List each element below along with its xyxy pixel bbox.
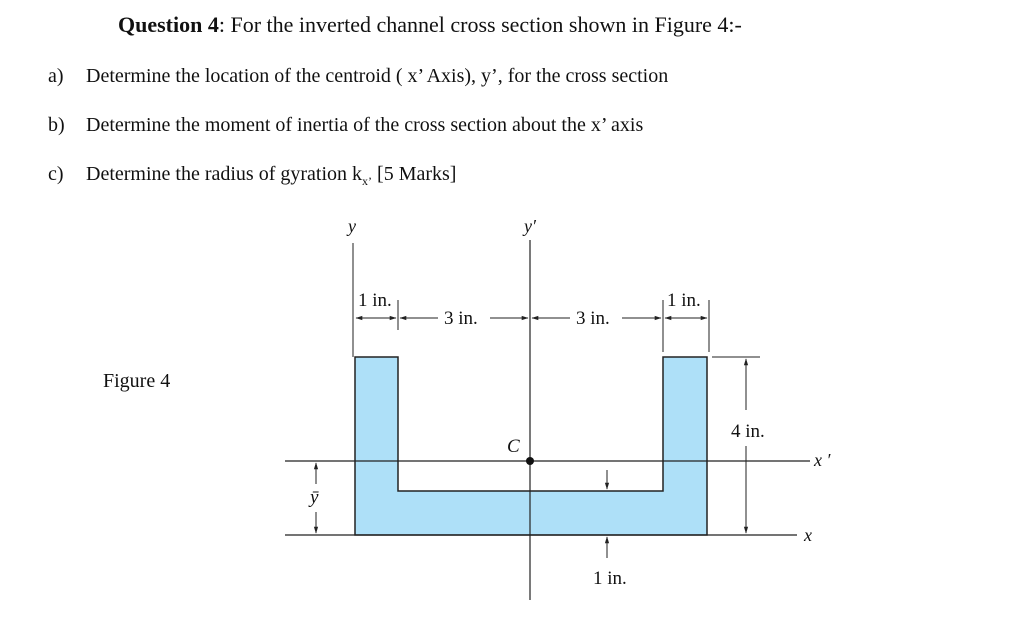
flange-right-width-label: 1 in. xyxy=(667,290,701,311)
x-axis-label: x xyxy=(804,525,812,545)
centroid-point xyxy=(526,457,534,465)
channel-shape xyxy=(355,357,707,535)
centroid-label: C xyxy=(507,436,520,457)
part-c-marks: [5 Marks] xyxy=(372,163,457,185)
inner-left-width-label: 3 in. xyxy=(444,308,478,329)
part-b-label: b) xyxy=(48,114,65,136)
part-a-text: Determine the location of the centroid ( x’ Axis), y’, for the cross section xyxy=(86,65,669,87)
part-c-text: Determine the radius of gyration k xyxy=(86,163,363,185)
flange-left-width-label: 1 in. xyxy=(358,290,392,311)
base-thickness-label: 1 in. xyxy=(593,568,627,589)
question-number: Question 4 xyxy=(118,12,219,37)
question-intro: : For the inverted channel cross section shown in Figure 4:- xyxy=(218,12,742,37)
part-c-subscript: x’ xyxy=(362,174,373,188)
y-prime-axis-label: y′ xyxy=(524,216,536,236)
y-axis-label: y xyxy=(348,216,356,236)
x-prime-axis-label: x ′ xyxy=(814,450,831,470)
figure-caption: Figure 4 xyxy=(103,370,171,392)
ybar-label: ȳ xyxy=(310,487,319,508)
part-a-label: a) xyxy=(48,65,64,87)
inner-right-width-label: 3 in. xyxy=(576,308,610,329)
part-c-label: c) xyxy=(48,163,64,185)
part-b-text: Determine the moment of inertia of the cross section about the x’ axis xyxy=(86,114,644,136)
height-label: 4 in. xyxy=(731,421,765,442)
